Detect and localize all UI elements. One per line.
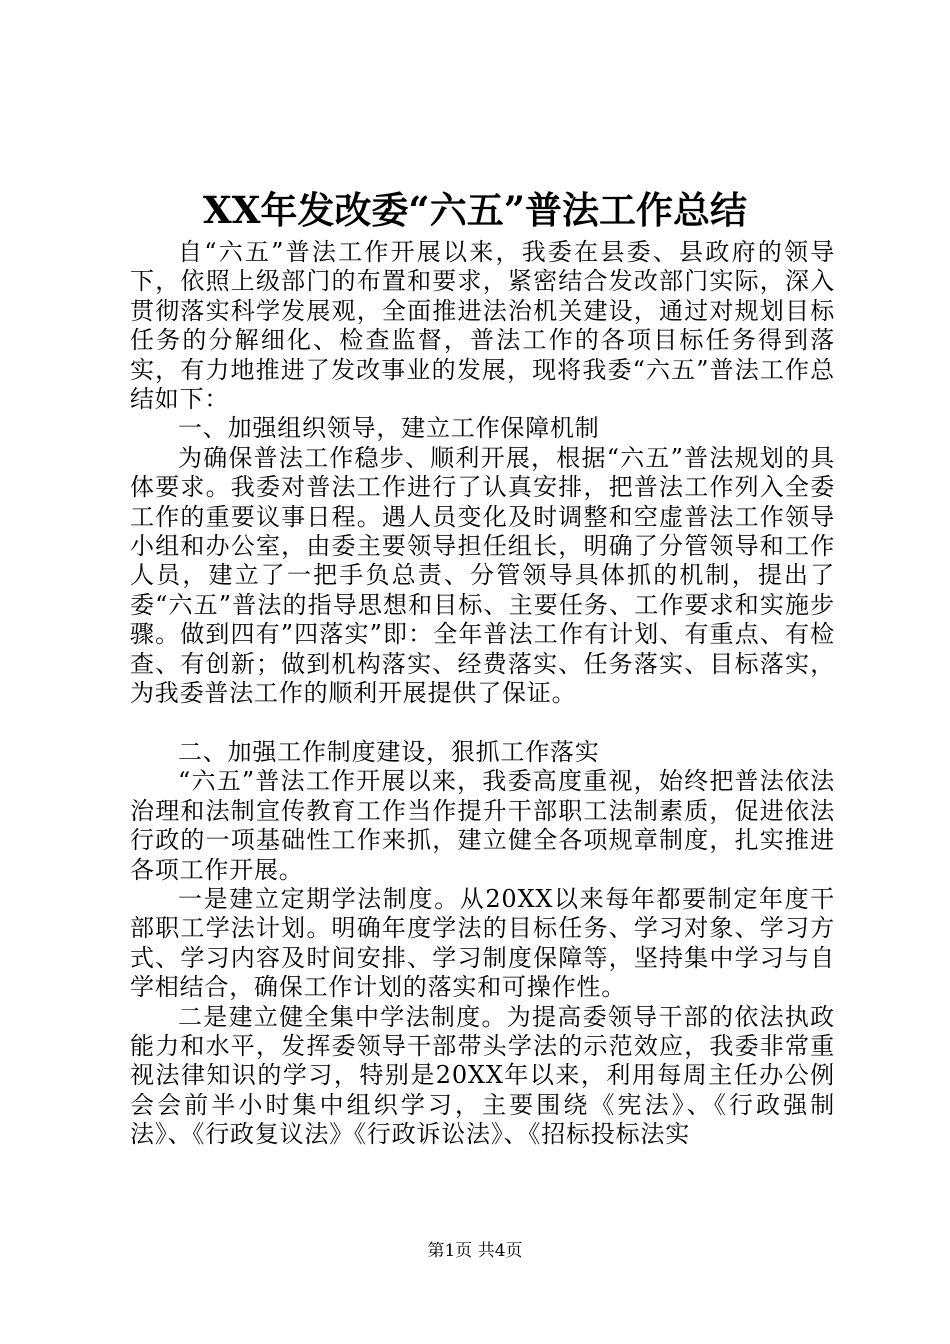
section-heading-1: 一、加强组织领导，建立工作保障机制	[178, 414, 600, 443]
page-footer: 第1页 共4页	[427, 1241, 523, 1261]
section-1-paragraph: 为确保普法工作稳步、顺利开展，根据“六五”普法规划的具体要求。我委对普法工作进行了认真安排，把普法工作列入全委工作的重要议事日程。遇人员变化及时调整和空虚普法工作领导小组和办公室，由委主要领导担任组长，明确了分管领导和工作人员，建立了一把手负总责、分管领导具体抓的机制，提出了委“六五”普法的指导思想和目标、主要任务、工作要求和实施步骤。做到四有”四落实”即：全年普法工作有计划、有重点、有检查、有创新；做到机构落实、经费落实、任务落实、目标落实，为我委普法工作的顺利开展提供了保证。	[130, 443, 835, 708]
document-body	[130, 238, 835, 1150]
document-title: XX年发改委“六五”普法工作总结	[203, 188, 747, 232]
intro-paragraph: 自“六五”普法工作开展以来，我委在县委、县政府的领导下，依照上级部门的布置和要求，紧密结合发改部门实际，深入贯彻落实科学发展观，全面推进法治机关建设，通过对规划目标任务的分解细化、检查监督，普法工作的各项目标任务得到落实，有力地推进了发改事业的发展，现将我委“六五”普法工作总结如下：	[130, 238, 835, 414]
paragraph-spacer	[130, 709, 835, 738]
section-2-item-2: 二是建立健全集中学法制度。为提高委领导干部的依法执政能力和水平，发挥委领导干部带头学法的示范效应，我委非常重视法律知识的学习，特别是20XX年以来，利用每周主任办公例会会前半小时集中组织学习，主要围绕《宪法》、《行政强制法》、《行政复议法》《行政诉讼法》、《招标投标法实	[130, 1002, 835, 1149]
section-heading-2: 二、加强工作制度建设，狠抓工作落实	[178, 737, 600, 766]
section-2-paragraph: “六五”普法工作开展以来，我委高度重视，始终把普法依法治理和法制宣传教育工作当作提升干部职工法制素质，促进依法行政的一项基础性工作来抓，建立健全各项规章制度，扎实推进各项工作开展。	[130, 767, 835, 884]
section-2-item-1: 一是建立定期学法制度。从20XX以来每年都要制定年度干部职工学法计划。明确年度学法的目标任务、学习对象、学习方式、学习内容及时间安排、学习制度保障等，坚持集中学习与自学相结合，确保工作计划的落实和可操作性。	[130, 884, 835, 1002]
